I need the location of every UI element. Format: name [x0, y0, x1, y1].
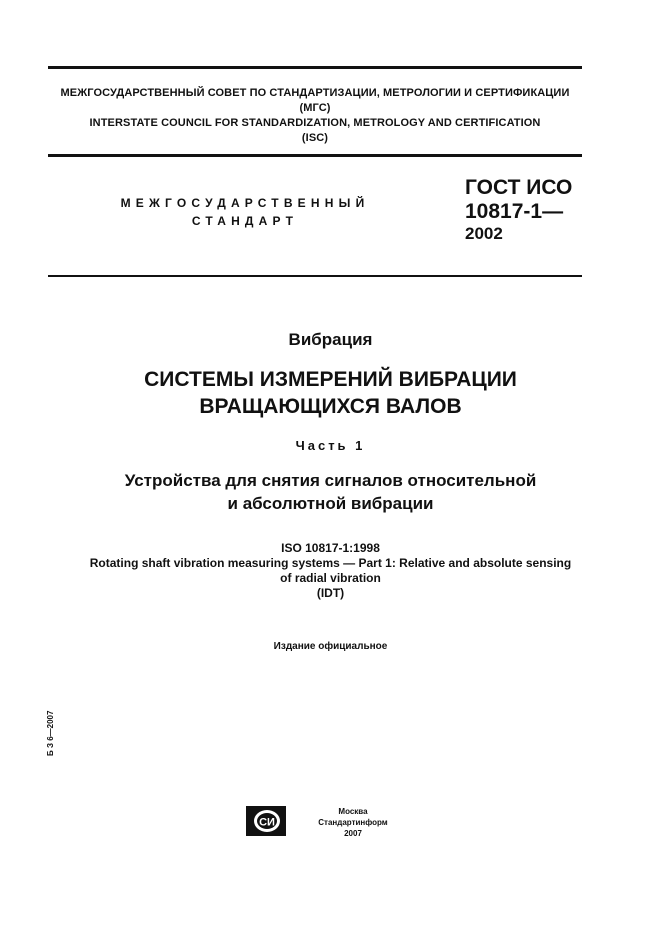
- council-ru-line2: (МГС): [299, 102, 331, 114]
- edition-label: Издание официальное: [273, 641, 388, 652]
- gost-line2: 10817-1—: [465, 200, 564, 223]
- part-label: Часть 1: [295, 438, 366, 453]
- header-rule: [48, 154, 582, 157]
- iso-idt: (IDT): [316, 586, 345, 600]
- publisher-name: Стандартинформ: [318, 818, 388, 827]
- standartinform-logo: [246, 806, 286, 836]
- council-en-line1: INTERSTATE COUNCIL FOR STANDARDIZATION, METROLOGY AND CERTIFICATION: [89, 117, 541, 129]
- council-header: [48, 86, 582, 146]
- iso-title-line2: of radial vibration: [280, 571, 381, 585]
- iso-reference: [0, 541, 661, 601]
- gost-designation: [465, 176, 572, 244]
- standartinform-logo-icon: [246, 806, 286, 836]
- main-title-line2: ВРАЩАЮЩИХСЯ ВАЛОВ: [199, 395, 462, 418]
- main-title-line1: СИСТЕМЫ ИЗМЕРЕНИЙ ВИБРАЦИИ: [144, 368, 517, 391]
- logo-letters: СИ: [259, 816, 275, 829]
- iso-title-line1: Rotating shaft vibration measuring systems — Part 1: Relative and absolute sensing: [89, 556, 572, 570]
- subtitle: [0, 469, 661, 515]
- side-note: Б З 6—2007: [46, 710, 55, 756]
- publisher-city: Москва: [338, 807, 368, 816]
- standard-kind: [100, 194, 390, 230]
- top-rule: [48, 66, 582, 69]
- topic-title: Вибрация: [288, 330, 373, 349]
- subtitle-line1: Устройства для снятия сигналов относительной: [124, 471, 537, 490]
- gost-line3: 2002: [465, 224, 503, 243]
- council-ru-line1: МЕЖГОСУДАРСТВЕННЫЙ СОВЕТ ПО СТАНДАРТИЗАЦИИ, МЕТРОЛОГИИ И СЕРТИФИКАЦИИ: [60, 87, 570, 99]
- iso-number: ISO 10817-1:1998: [281, 541, 380, 555]
- designation-rule: [48, 275, 582, 277]
- standard-kind-line2: СТАНДАРТ: [191, 214, 299, 228]
- subtitle-line2: и абсолютной вибрации: [227, 494, 434, 513]
- publisher-year: 2007: [344, 829, 362, 838]
- standard-kind-line1: МЕЖГОСУДАРСТВЕННЫЙ: [120, 196, 370, 210]
- main-title: [0, 366, 661, 420]
- publisher-info: [300, 806, 406, 839]
- council-en-line2: (ISC): [301, 132, 329, 144]
- gost-line1: ГОСТ ИСО: [465, 176, 573, 199]
